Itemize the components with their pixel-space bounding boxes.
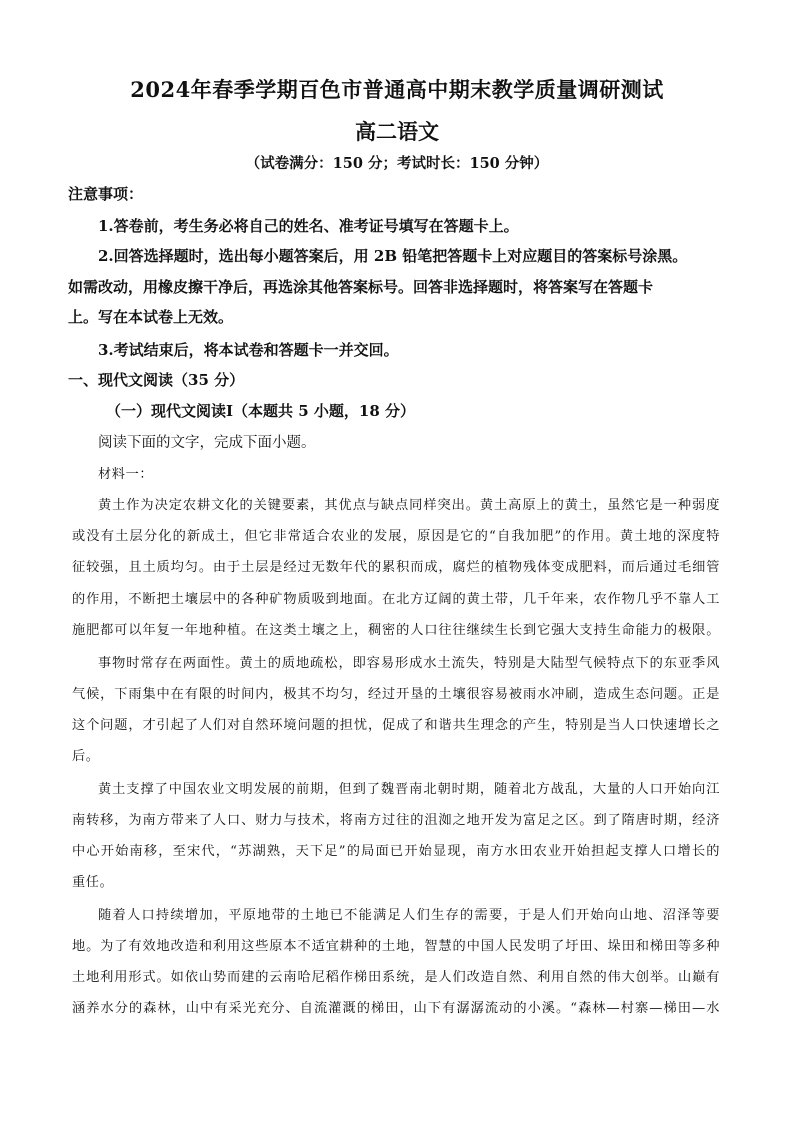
passage-p4-line: 涵养水分的森林，山中有采光充分、自流灌溉的梯田，山下有潺潺流动的小溪。“森林—村寨—梯田—水 (72, 1001, 720, 1016)
reading-instruction: 阅读下面的文字，完成下面小题。 (98, 435, 316, 451)
passage-p1-line: 或没有土层分化的新成土，但它非常适合农业的发展，原因是它的“自我加肥”的作用。黄土地的深度特 (72, 529, 720, 544)
passage-p1-line: 施肥都可以年复一年地种植。在这类土壤之上，稠密的人口往往继续生长到它强大支持生命能力的极限。 (72, 623, 720, 638)
passage-p3-line: 黄土支撑了中国农业文明发展的前期，但到了魏晋南北朝时期，随着北方战乱，大量的人口开始向江 (98, 782, 720, 797)
passage-p1-line: 的作用，不断把土壤层中的各种矿物质吸到地面。在北方辽阔的黄土带，几千年来，农作物几乎不靠人工 (72, 592, 720, 607)
exam-title: 2024年春季学期百色市普通高中期末教学质量调研测试 (130, 77, 664, 102)
note-item-2-line-2: 如需改动，用橡皮擦干净后，再选涂其他答案标号。回答非选择题时，将答案写在答题卡 (68, 278, 654, 296)
passage-p2-line: 这个问题，才引起了人们对自然环境问题的担忧，促成了和谐共生理念的产生，特别是当人口快速增长之 (72, 718, 720, 733)
notes-heading: 注意事项： (68, 185, 144, 203)
note-item-1: 1.答卷前，考生务必将自己的姓名、准考证号填写在答题卡上。 (98, 217, 519, 235)
passage-p2-line: 事物时常存在两面性。黄土的质地疏松，即容易形成水土流失，特别是大陆型气候特点下的东亚季风 (98, 656, 720, 671)
passage-p4-line: 土地利用形式。如依山势而建的云南哈尼稻作梯田系统，是人们改造自然、利用自然的伟大创举。山巅有 (72, 970, 720, 985)
passage-p2-line: 气候，下雨集中在有限的时间内，极其不均匀，经过开垦的土壤很容易被雨水冲刷，造成生态问题。正是 (72, 687, 720, 702)
passage-p3-line: 南转移，为南方带来了人口、财力与技术，将南方过往的沮洳之地开发为富足之区。到了隋唐时期，经济 (72, 813, 720, 828)
passage-p3-line: 中心开始南移，至宋代，“苏湖熟，天下足”的局面已开始显现，南方水田农业开始担起支撑人口增长的 (72, 844, 720, 859)
passage-p3-line: 重任。 (72, 875, 114, 890)
section-heading: 一、现代文阅读（35 分） (68, 371, 245, 389)
material-label: 材料一： (98, 467, 154, 482)
passage-p1-line: 黄土作为决定农耕文化的关键要素，其优点与缺点同样突出。黄土高原上的黄土，虽然它是一种弱度 (98, 498, 720, 513)
exam-info: （试卷满分：150 分；考试时长：150 分钟） (245, 155, 549, 172)
passage-p4-line: 随着人口持续增加，平原地带的土地已不能满足人们生存的需要，于是人们开始向山地、沼泽等要 (98, 908, 720, 923)
note-item-2-line-3: 上。写在本试卷上无效。 (68, 308, 234, 326)
passage-p1-line: 征较强，且土质均匀。由于土层是经过无数年代的累积而成，腐烂的植物残体变成肥料，而后通过毛细管 (72, 560, 720, 575)
note-item-3: 3.考试结束后，将本试卷和答题卡一并交回。 (98, 341, 399, 359)
section-subheading: （一）现代文阅读Ⅰ（本题共 5 小题，18 分） (106, 402, 415, 420)
note-item-2-line-1: 2.回答选择题时，选出每小题答案后，用 2B 铅笔把答题卡上对应题目的答案标号涂黑。 (98, 247, 688, 265)
passage-p2-line: 后。 (72, 749, 100, 764)
exam-subject: 高二语文 (355, 119, 439, 144)
passage-p4-line: 地。为了有效地改造和利用这些原本不适宜耕种的土地，智慧的中国人民发明了圩田、垛田和梯田等多种 (72, 939, 720, 954)
